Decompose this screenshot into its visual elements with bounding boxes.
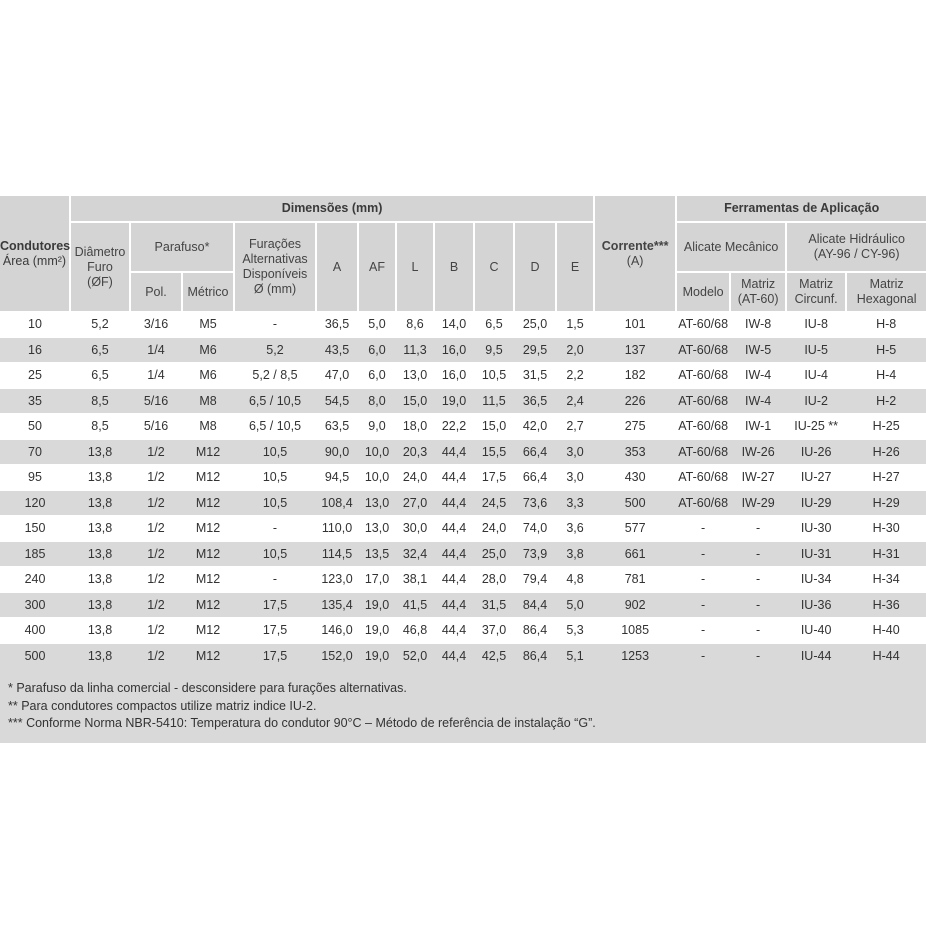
cell-furacoes: - [234, 312, 316, 338]
cell-furacoes: 5,2 / 8,5 [234, 363, 316, 389]
cell-dim-a: 152,0 [316, 643, 358, 668]
cell-matriz-at60: IW-8 [730, 312, 786, 338]
cell-modelo: - [676, 643, 730, 668]
cell-metrico: M8 [182, 414, 234, 440]
cell-dim-l: 41,5 [396, 592, 434, 618]
cell-dim-e: 3,8 [556, 541, 594, 567]
cell-dim-l: 18,0 [396, 414, 434, 440]
cell-dim-af: 10,0 [358, 439, 396, 465]
cell-dim-a: 43,5 [316, 337, 358, 363]
cell-dim-af: 9,0 [358, 414, 396, 440]
cell-dim-c: 11,5 [474, 388, 514, 414]
cell-corrente: 1253 [594, 643, 676, 668]
cell-dim-e: 1,5 [556, 312, 594, 338]
cell-dim-l: 46,8 [396, 618, 434, 644]
cell-area: 35 [0, 388, 70, 414]
cell-area: 95 [0, 465, 70, 491]
header-matriz-at60: Matriz (AT-60) [730, 272, 786, 312]
cell-dim-d: 36,5 [514, 388, 556, 414]
cell-dim-a: 90,0 [316, 439, 358, 465]
table-row [0, 312, 926, 338]
cell-diametro-furo: 8,5 [70, 414, 130, 440]
cell-area: 150 [0, 516, 70, 542]
header-ferramentas: Ferramentas de Aplicação [676, 196, 926, 222]
cell-metrico: M12 [182, 490, 234, 516]
cell-metrico: M12 [182, 465, 234, 491]
cell-dim-d: 29,5 [514, 337, 556, 363]
cell-furacoes: 10,5 [234, 490, 316, 516]
cell-dim-d: 86,4 [514, 618, 556, 644]
cell-dim-a: 135,4 [316, 592, 358, 618]
cell-dim-l: 13,0 [396, 363, 434, 389]
header-dimensoes: Dimensões (mm) [70, 196, 594, 222]
cell-dim-c: 28,0 [474, 567, 514, 593]
cell-matriz-circunf: IU-40 [786, 618, 846, 644]
cell-dim-af: 10,0 [358, 465, 396, 491]
cell-matriz-at60: IW-4 [730, 388, 786, 414]
cell-furacoes: 17,5 [234, 643, 316, 668]
cell-pol: 1/2 [130, 618, 182, 644]
cell-furacoes: 17,5 [234, 592, 316, 618]
cell-matriz-circunf: IU-44 [786, 643, 846, 668]
cell-dim-a: 108,4 [316, 490, 358, 516]
cell-corrente: 902 [594, 592, 676, 618]
cell-pol: 3/16 [130, 312, 182, 338]
cell-dim-a: 146,0 [316, 618, 358, 644]
cell-modelo: - [676, 592, 730, 618]
cell-metrico: M12 [182, 618, 234, 644]
cell-pol: 1/2 [130, 439, 182, 465]
cell-metrico: M6 [182, 363, 234, 389]
cell-furacoes: 6,5 / 10,5 [234, 414, 316, 440]
footnote: *** Conforme Norma NBR-5410: Temperatura do condutor 90°C – Método de referência de instalação “G”. [8, 716, 596, 730]
header-matriz-circunf: Matriz Circunf. [786, 272, 846, 312]
table-row [0, 592, 926, 618]
cell-dim-e: 2,2 [556, 363, 594, 389]
cell-matriz-hexagonal: H-44 [846, 643, 926, 668]
cell-diametro-furo: 6,5 [70, 363, 130, 389]
cell-area: 185 [0, 541, 70, 567]
cell-dim-d: 84,4 [514, 592, 556, 618]
cell-diametro-furo: 13,8 [70, 465, 130, 491]
cell-modelo: - [676, 618, 730, 644]
cell-pol: 1/2 [130, 541, 182, 567]
cell-furacoes: - [234, 567, 316, 593]
cell-area: 400 [0, 618, 70, 644]
cell-modelo: AT-60/68 [676, 465, 730, 491]
cell-pol: 1/4 [130, 363, 182, 389]
cell-dim-e: 3,0 [556, 439, 594, 465]
cell-area: 500 [0, 643, 70, 668]
cell-matriz-at60: IW-26 [730, 439, 786, 465]
cell-dim-e: 3,3 [556, 490, 594, 516]
cell-dim-d: 42,0 [514, 414, 556, 440]
header-diametro-furo: Diâmetro Furo (ØF) [70, 222, 130, 312]
cell-pol: 1/4 [130, 337, 182, 363]
cell-corrente: 1085 [594, 618, 676, 644]
cell-dim-af: 19,0 [358, 643, 396, 668]
header-alicate-mecanico: Alicate Mecânico [676, 222, 786, 272]
cell-matriz-at60: IW-1 [730, 414, 786, 440]
cell-furacoes: 10,5 [234, 439, 316, 465]
table-row [0, 363, 926, 389]
cell-matriz-hexagonal: H-29 [846, 490, 926, 516]
cell-dim-b: 44,4 [434, 439, 474, 465]
header-metrico: Métrico [182, 272, 234, 312]
cell-matriz-at60: - [730, 618, 786, 644]
cell-dim-af: 17,0 [358, 567, 396, 593]
cell-matriz-at60: IW-27 [730, 465, 786, 491]
cell-corrente: 781 [594, 567, 676, 593]
cell-modelo: AT-60/68 [676, 337, 730, 363]
cell-diametro-furo: 6,5 [70, 337, 130, 363]
specification-table [0, 196, 926, 668]
cell-dim-b: 16,0 [434, 363, 474, 389]
cell-dim-af: 13,5 [358, 541, 396, 567]
cell-corrente: 137 [594, 337, 676, 363]
cell-corrente: 353 [594, 439, 676, 465]
cell-dim-b: 44,4 [434, 516, 474, 542]
cell-matriz-circunf: IU-2 [786, 388, 846, 414]
cell-matriz-circunf: IU-5 [786, 337, 846, 363]
cell-dim-b: 44,4 [434, 567, 474, 593]
cell-dim-c: 17,5 [474, 465, 514, 491]
header-parafuso: Parafuso* [130, 222, 234, 272]
cell-diametro-furo: 13,8 [70, 541, 130, 567]
cell-modelo: - [676, 567, 730, 593]
header-dim-af: AF [358, 222, 396, 312]
cell-area: 25 [0, 363, 70, 389]
cell-dim-e: 2,4 [556, 388, 594, 414]
cell-dim-b: 14,0 [434, 312, 474, 338]
cell-dim-b: 44,4 [434, 592, 474, 618]
header-corrente: Corrente*** (A) [594, 196, 676, 312]
cell-area: 70 [0, 439, 70, 465]
cell-dim-l: 27,0 [396, 490, 434, 516]
header-alicate-hidraulico: Alicate Hidráulico (AY-96 / CY-96) [786, 222, 926, 272]
cell-pol: 1/2 [130, 592, 182, 618]
cell-dim-c: 37,0 [474, 618, 514, 644]
cell-furacoes: 10,5 [234, 541, 316, 567]
cell-dim-l: 30,0 [396, 516, 434, 542]
cell-diametro-furo: 13,8 [70, 643, 130, 668]
cell-metrico: M12 [182, 592, 234, 618]
cell-dim-c: 6,5 [474, 312, 514, 338]
cell-matriz-circunf: IU-8 [786, 312, 846, 338]
footnotes [0, 668, 926, 743]
cell-dim-d: 66,4 [514, 439, 556, 465]
cell-dim-a: 114,5 [316, 541, 358, 567]
cell-dim-l: 15,0 [396, 388, 434, 414]
cell-dim-a: 63,5 [316, 414, 358, 440]
cell-pol: 5/16 [130, 414, 182, 440]
cell-furacoes: 5,2 [234, 337, 316, 363]
cell-dim-d: 31,5 [514, 363, 556, 389]
cell-area: 50 [0, 414, 70, 440]
cell-dim-c: 31,5 [474, 592, 514, 618]
cell-dim-l: 24,0 [396, 465, 434, 491]
cell-matriz-circunf: IU-30 [786, 516, 846, 542]
table-row [0, 465, 926, 491]
cell-modelo: AT-60/68 [676, 388, 730, 414]
cell-dim-af: 8,0 [358, 388, 396, 414]
cell-dim-d: 25,0 [514, 312, 556, 338]
cell-dim-l: 38,1 [396, 567, 434, 593]
cell-modelo: AT-60/68 [676, 490, 730, 516]
cell-dim-b: 44,4 [434, 643, 474, 668]
cell-corrente: 275 [594, 414, 676, 440]
cell-diametro-furo: 13,8 [70, 592, 130, 618]
cell-matriz-hexagonal: H-27 [846, 465, 926, 491]
table-row [0, 567, 926, 593]
cell-modelo: - [676, 541, 730, 567]
cell-matriz-hexagonal: H-36 [846, 592, 926, 618]
table-row [0, 618, 926, 644]
cell-matriz-at60: - [730, 643, 786, 668]
cell-dim-af: 6,0 [358, 363, 396, 389]
cell-dim-e: 5,0 [556, 592, 594, 618]
cell-modelo: AT-60/68 [676, 439, 730, 465]
cell-dim-c: 25,0 [474, 541, 514, 567]
cell-matriz-hexagonal: H-25 [846, 414, 926, 440]
cell-dim-c: 42,5 [474, 643, 514, 668]
cell-dim-b: 22,2 [434, 414, 474, 440]
cell-dim-af: 19,0 [358, 592, 396, 618]
cell-area: 10 [0, 312, 70, 338]
cell-dim-b: 19,0 [434, 388, 474, 414]
cell-matriz-circunf: IU-4 [786, 363, 846, 389]
cell-matriz-circunf: IU-34 [786, 567, 846, 593]
cell-matriz-hexagonal: H-30 [846, 516, 926, 542]
cell-pol: 1/2 [130, 516, 182, 542]
cell-matriz-hexagonal: H-5 [846, 337, 926, 363]
cell-dim-a: 123,0 [316, 567, 358, 593]
cell-matriz-hexagonal: H-31 [846, 541, 926, 567]
cell-furacoes: 10,5 [234, 465, 316, 491]
cell-corrente: 500 [594, 490, 676, 516]
cell-matriz-at60: IW-29 [730, 490, 786, 516]
cell-pol: 5/16 [130, 388, 182, 414]
cell-modelo: AT-60/68 [676, 363, 730, 389]
cell-corrente: 101 [594, 312, 676, 338]
cell-dim-l: 20,3 [396, 439, 434, 465]
cell-dim-e: 2,0 [556, 337, 594, 363]
cell-dim-b: 44,4 [434, 541, 474, 567]
cell-dim-d: 66,4 [514, 465, 556, 491]
cell-dim-l: 32,4 [396, 541, 434, 567]
table-row [0, 490, 926, 516]
footnote: ** Para condutores compactos utilize matriz indice IU-2. [8, 698, 317, 713]
cell-dim-b: 44,4 [434, 618, 474, 644]
cell-dim-e: 2,7 [556, 414, 594, 440]
cell-metrico: M5 [182, 312, 234, 338]
cell-dim-a: 36,5 [316, 312, 358, 338]
cell-matriz-hexagonal: H-34 [846, 567, 926, 593]
cell-dim-c: 24,0 [474, 516, 514, 542]
cell-dim-e: 3,0 [556, 465, 594, 491]
cell-dim-l: 11,3 [396, 337, 434, 363]
cell-dim-d: 74,0 [514, 516, 556, 542]
cell-metrico: M8 [182, 388, 234, 414]
cell-dim-b: 16,0 [434, 337, 474, 363]
cell-dim-b: 44,4 [434, 465, 474, 491]
cell-matriz-circunf: IU-27 [786, 465, 846, 491]
cell-corrente: 661 [594, 541, 676, 567]
cell-diametro-furo: 13,8 [70, 490, 130, 516]
cell-furacoes: - [234, 516, 316, 542]
cell-dim-af: 6,0 [358, 337, 396, 363]
cell-dim-a: 94,5 [316, 465, 358, 491]
header-dim-c: C [474, 222, 514, 312]
cell-matriz-circunf: IU-36 [786, 592, 846, 618]
cell-matriz-hexagonal: H-4 [846, 363, 926, 389]
header-pol: Pol. [130, 272, 182, 312]
cell-metrico: M6 [182, 337, 234, 363]
cell-matriz-circunf: IU-25 ** [786, 414, 846, 440]
cell-dim-e: 4,8 [556, 567, 594, 593]
cell-area: 16 [0, 337, 70, 363]
cell-metrico: M12 [182, 541, 234, 567]
cell-diametro-furo: 13,8 [70, 567, 130, 593]
cell-pol: 1/2 [130, 643, 182, 668]
cell-dim-d: 86,4 [514, 643, 556, 668]
header-furacoes: Furações Alternativas Disponíveis Ø (mm) [234, 222, 316, 312]
cell-modelo: AT-60/68 [676, 312, 730, 338]
cell-corrente: 226 [594, 388, 676, 414]
cell-diametro-furo: 5,2 [70, 312, 130, 338]
cell-pol: 1/2 [130, 465, 182, 491]
cell-furacoes: 6,5 / 10,5 [234, 388, 316, 414]
cell-dim-a: 110,0 [316, 516, 358, 542]
cell-matriz-at60: - [730, 592, 786, 618]
cell-corrente: 430 [594, 465, 676, 491]
cell-diametro-furo: 13,8 [70, 516, 130, 542]
table-row [0, 541, 926, 567]
header-dim-b: B [434, 222, 474, 312]
cell-modelo: - [676, 516, 730, 542]
cell-dim-e: 5,1 [556, 643, 594, 668]
cell-dim-e: 5,3 [556, 618, 594, 644]
table-row [0, 414, 926, 440]
cell-matriz-circunf: IU-31 [786, 541, 846, 567]
table-row [0, 439, 926, 465]
cell-dim-af: 5,0 [358, 312, 396, 338]
cell-furacoes: 17,5 [234, 618, 316, 644]
header-condutores: Condutores Área (mm²) [0, 196, 70, 312]
header-matriz-hexagonal: Matriz Hexagonal [846, 272, 926, 312]
cell-matriz-hexagonal: H-2 [846, 388, 926, 414]
cell-dim-af: 13,0 [358, 490, 396, 516]
cell-metrico: M12 [182, 567, 234, 593]
cell-matriz-circunf: IU-26 [786, 439, 846, 465]
cell-dim-c: 24,5 [474, 490, 514, 516]
cell-dim-d: 79,4 [514, 567, 556, 593]
header-modelo: Modelo [676, 272, 730, 312]
cell-dim-l: 52,0 [396, 643, 434, 668]
cell-dim-d: 73,9 [514, 541, 556, 567]
cell-pol: 1/2 [130, 490, 182, 516]
cell-corrente: 577 [594, 516, 676, 542]
table-row [0, 388, 926, 414]
cell-matriz-hexagonal: H-26 [846, 439, 926, 465]
table-row [0, 516, 926, 542]
cell-modelo: AT-60/68 [676, 414, 730, 440]
table-row [0, 643, 926, 668]
cell-dim-c: 15,0 [474, 414, 514, 440]
cell-dim-l: 8,6 [396, 312, 434, 338]
cell-matriz-at60: - [730, 567, 786, 593]
cell-dim-a: 54,5 [316, 388, 358, 414]
cell-dim-e: 3,6 [556, 516, 594, 542]
cell-matriz-circunf: IU-29 [786, 490, 846, 516]
cell-corrente: 182 [594, 363, 676, 389]
cell-area: 240 [0, 567, 70, 593]
cell-diametro-furo: 8,5 [70, 388, 130, 414]
cell-area: 120 [0, 490, 70, 516]
header-dim-e: E [556, 222, 594, 312]
header-dim-d: D [514, 222, 556, 312]
cell-diametro-furo: 13,8 [70, 618, 130, 644]
cell-matriz-hexagonal: H-8 [846, 312, 926, 338]
cell-matriz-at60: IW-5 [730, 337, 786, 363]
cell-dim-a: 47,0 [316, 363, 358, 389]
header-dim-l: L [396, 222, 434, 312]
specification-table-container [0, 196, 926, 743]
cell-metrico: M12 [182, 516, 234, 542]
footnote: * Parafuso da linha comercial - desconsidere para furações alternativas. [8, 681, 407, 695]
cell-dim-c: 9,5 [474, 337, 514, 363]
cell-matriz-at60: - [730, 541, 786, 567]
cell-dim-c: 15,5 [474, 439, 514, 465]
cell-dim-af: 13,0 [358, 516, 396, 542]
table-body [0, 312, 926, 669]
cell-pol: 1/2 [130, 567, 182, 593]
cell-dim-af: 19,0 [358, 618, 396, 644]
cell-matriz-at60: IW-4 [730, 363, 786, 389]
cell-diametro-furo: 13,8 [70, 439, 130, 465]
cell-matriz-at60: - [730, 516, 786, 542]
cell-metrico: M12 [182, 439, 234, 465]
cell-dim-c: 10,5 [474, 363, 514, 389]
table-row [0, 337, 926, 363]
cell-metrico: M12 [182, 643, 234, 668]
cell-dim-b: 44,4 [434, 490, 474, 516]
cell-area: 300 [0, 592, 70, 618]
cell-matriz-hexagonal: H-40 [846, 618, 926, 644]
header-dim-a: A [316, 222, 358, 312]
cell-dim-d: 73,6 [514, 490, 556, 516]
